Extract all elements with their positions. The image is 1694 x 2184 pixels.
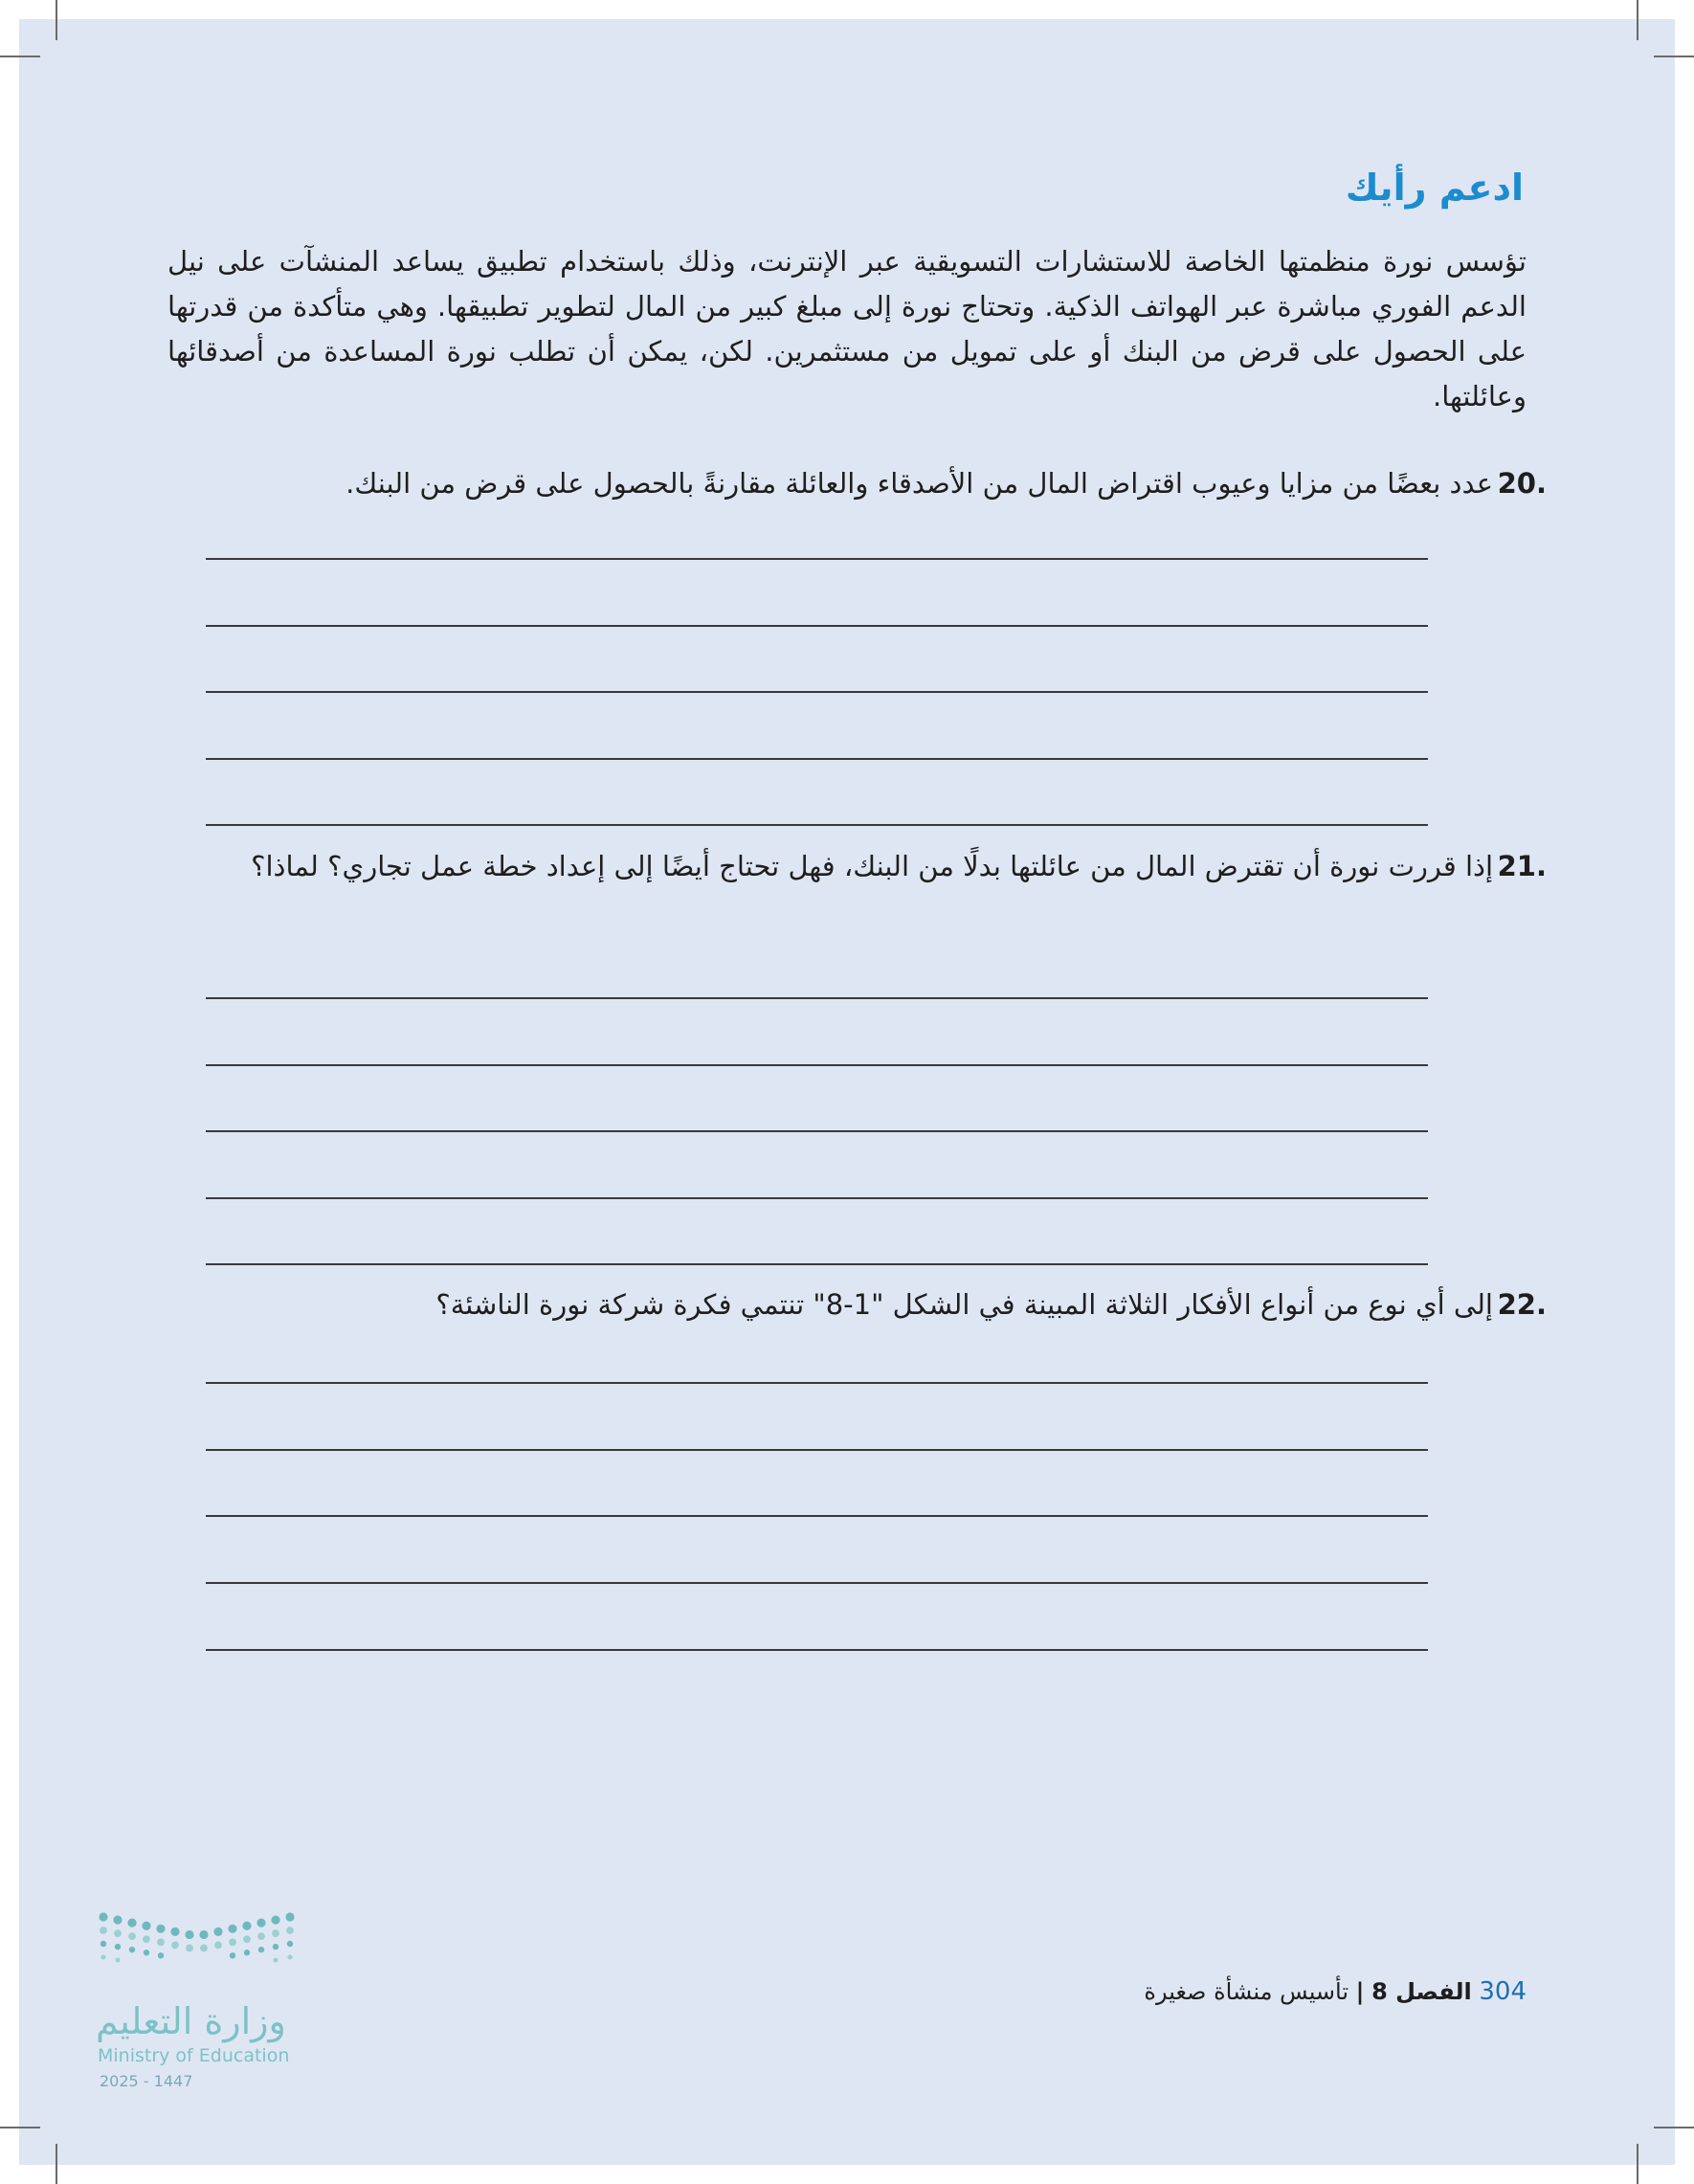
crop-mark (1654, 56, 1694, 57)
logo-dot (115, 1944, 121, 1950)
answer-line[interactable] (206, 1382, 1428, 1384)
question-number: 21. (1497, 850, 1547, 882)
answer-line[interactable] (206, 691, 1428, 693)
answer-line[interactable] (206, 625, 1428, 627)
logo-dot (158, 1952, 164, 1958)
logo-dot (286, 1927, 294, 1934)
answer-line[interactable] (206, 1130, 1428, 1132)
logo-dot (243, 1935, 251, 1943)
logo-dot (229, 1938, 236, 1946)
logo-dot (244, 1950, 250, 1955)
logo-dot (171, 1941, 179, 1949)
intro-paragraph: تؤسس نورة منظمتها الخاصة للاستشارات التسويقية عبر الإنترنت، وذلك باستخدام تطبيق يساعد المنشآت على نيل الدعم الفوري مباشرة عبر الهواتف الذكية. وتحتاج نورة إلى مبلغ كبير من المال لتطوير تطبيقها. وهي متأكدة من قدرتها على الحصول على قرض من البنك أو على تمويل من مستثمرين. لكن، يمكن أن تطلب نورة المساعدة من أصدقائها وعائلتها. (167, 245, 1527, 412)
section-heading: ادعم رأيك (1345, 167, 1524, 209)
question-number: 22. (1497, 1288, 1547, 1321)
chapter-label: الفصل 8 (1371, 1978, 1472, 2005)
answer-line[interactable] (206, 997, 1428, 999)
logo-dot (144, 1950, 149, 1955)
answer-line[interactable] (206, 1582, 1428, 1584)
answer-line[interactable] (206, 1064, 1428, 1066)
logo-dot (213, 1928, 222, 1936)
question-22 (153, 1282, 1547, 1327)
logo-dot (185, 1930, 193, 1939)
answer-line[interactable] (206, 1197, 1428, 1199)
logo-dot (200, 1945, 208, 1952)
logo-dot (288, 1955, 293, 1960)
crop-mark (1654, 2127, 1694, 2128)
question-20 (153, 461, 1547, 506)
logo-dot (274, 1958, 279, 1963)
logo-dot (257, 1932, 265, 1940)
question-text: إلى أي نوع من أنواع الأفكار الثلاثة المبينة في الشكل "1-8" تنتمي فكرة شركة نورة الناشئة؟ (435, 1288, 1493, 1321)
logo-dot (170, 1928, 179, 1936)
logo-dot (100, 1941, 106, 1947)
answer-line[interactable] (206, 1263, 1428, 1265)
logo-dot (113, 1915, 122, 1924)
logo-year-text: 2025 - 1447 (100, 2072, 193, 2090)
question-21 (153, 844, 1547, 889)
logo-dot (273, 1944, 279, 1950)
logo-dot (101, 1955, 106, 1960)
answer-line[interactable] (206, 1449, 1428, 1451)
page-number: 304 (1479, 1977, 1527, 2006)
logo-dot (214, 1941, 222, 1949)
logo-dot (242, 1922, 251, 1930)
crop-mark (0, 56, 40, 57)
logo-dot (285, 1912, 294, 1921)
logo-dot (114, 1929, 122, 1937)
logo-dot (127, 1919, 136, 1928)
answer-line[interactable] (206, 1649, 1428, 1651)
question-text: عدد بعضًا من مزايا وعيوب اقتراض المال من الأصدقاء والعائلة مقارنةً بالحصول على قرض من البنك. (345, 467, 1493, 500)
logo-dot (272, 1929, 279, 1937)
logo-english-text: Ministry of Education (98, 2045, 290, 2066)
answer-line[interactable] (206, 1515, 1428, 1517)
logo-dot (256, 1919, 265, 1928)
logo-dot (99, 1912, 107, 1921)
logo-dot (199, 1930, 208, 1939)
logo-arabic-text: وزارة التعليم (96, 2000, 286, 2042)
answer-line[interactable] (206, 558, 1428, 560)
logo-dot (100, 1927, 107, 1934)
answer-line[interactable] (206, 824, 1428, 826)
answer-line[interactable] (206, 758, 1428, 760)
logo-dot (156, 1925, 165, 1933)
logo-dot (228, 1925, 236, 1933)
crop-mark (0, 2127, 40, 2128)
footer-separator: | (1355, 1978, 1365, 2005)
crop-mark (56, 2144, 57, 2184)
page-footer (1144, 1977, 1527, 2006)
logo-dot (287, 1941, 293, 1947)
logo-dot (186, 1945, 193, 1952)
logo-dot (271, 1915, 279, 1924)
crop-mark (1637, 2144, 1638, 2184)
logo-dot (142, 1922, 150, 1930)
logo-dot (143, 1935, 150, 1943)
logo-dot (129, 1947, 135, 1952)
question-text: إذا قررت نورة أن تقترض المال من عائلتها بدلًا من البنك، فهل تحتاج أيضًا إلى إعداد خطة عمل تجاري؟ لماذا؟ (251, 850, 1493, 882)
crop-mark (1637, 0, 1638, 40)
logo-dot (157, 1938, 165, 1946)
logo-dot (116, 1958, 121, 1963)
chapter-title: تأسيس منشأة صغيرة (1144, 1978, 1349, 2005)
crop-mark (56, 0, 57, 40)
logo-dot (230, 1952, 235, 1958)
logo-dot (128, 1932, 136, 1940)
question-number: 20. (1497, 467, 1547, 500)
logo-dot (258, 1947, 264, 1952)
